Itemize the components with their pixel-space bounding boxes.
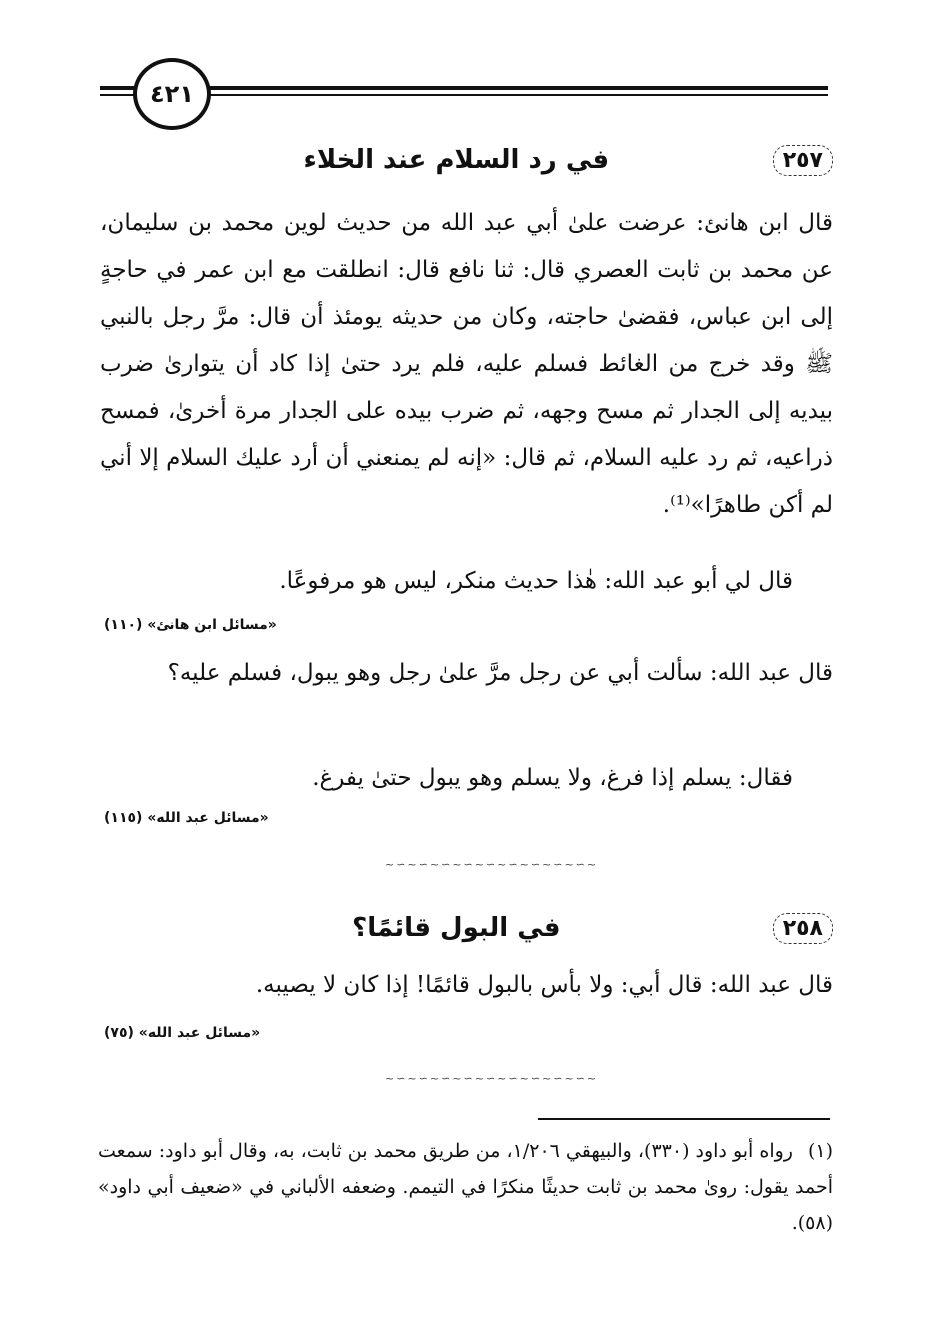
footnote-text: رواه أبو داود (٣٣٠)، والبيهقي ١/٢٠٦، من طريق محمد بن ثابت، به، وقال أبو داود: سمعت أحمد يقول: روىٰ محمد بن ثابت حديثًا منكرًا في التيمم. وضعفه الألباني في «ضعيف أبي داود» (٥٨). [98,1140,833,1234]
section-title: في البول قائمًا؟ [352,913,561,943]
question-paragraph: قال عبد الله: سألت أبي عن رجل مرَّ علىٰ رجل وهو يبول، فسلم عليه؟ [167,660,833,686]
ruling-paragraph: قال لي أبو عبد الله: هٰذا حديث منكر، ليس هو مرفوعًا. [279,568,793,594]
section-title: في رد السلام عند الخلاء [303,145,610,175]
source-reference: «مسائل ابن هانئ» (١١٠) [104,617,277,633]
footnote [98,1133,833,1241]
page-number: ٤٢١ [133,58,211,130]
section-heading-257 [100,137,833,183]
section-heading-258 [100,905,833,951]
divider-ornament: ~∽~∽~∽~∽~∽~∽~∽~∽~∽~ [385,858,599,871]
source-reference: «مسائل عبد الله» (٧٥) [104,1025,261,1041]
source-reference: «مسائل عبد الله» (١١٥) [104,810,269,826]
hadith-paragraph: قال ابن هانئ: عرضت علىٰ أبي عبد الله من حديث لوين محمد بن سليمان، عن محمد بن ثابت العصري قال: ثنا نافع قال: انطلقت مع ابن عمر في حاجةٍ إلى ابن عباس، فقضىٰ حاجته، وكان من حديثه يومئذ أن قال: مرَّ رجل بالنبي ﷺ وقد خرج من الغائط فسلم عليه، فلم يرد حتىٰ إذا كاد أن يتوارىٰ ضرب بيديه إلى الجدار ثم مسح وجهه، ثم ضرب بيده على الجدار مرة أخرىٰ، فمسح ذراعيه، ثم رد عليه السلام، ثم قال: «إنه لم يمنعني أن أرد عليك السلام إلا أني لم أكن طاهرًا»⁽¹⁾. [100,210,833,518]
section-number: ٢٥٨ [773,913,833,944]
divider-ornament: ~∽~∽~∽~∽~∽~∽~∽~∽~∽~ [385,1072,599,1085]
answer-paragraph: فقال: يسلم إذا فرغ، ولا يسلم وهو يبول حتىٰ يفرغ. [312,765,793,791]
footnote-marker: (١) [807,1140,834,1162]
section-number: ٢٥٧ [773,145,833,176]
hadith-paragraph: قال عبد الله: قال أبي: ولا بأس بالبول قائمًا! إذا كان لا يصيبه. [255,972,833,998]
footnote-rule [538,1118,830,1120]
